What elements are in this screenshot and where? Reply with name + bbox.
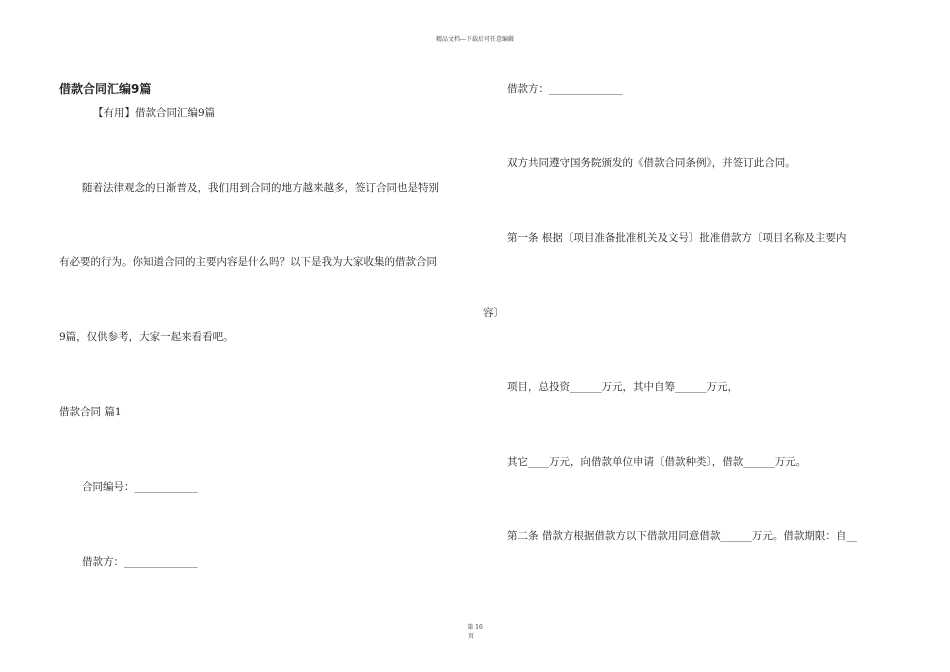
right-borrower-field: 借款方：______________ bbox=[507, 83, 623, 95]
intro-line-1: 随着法律观念的日渐普及，我们用到合同的地方越来越多，签订合同也是特别 bbox=[82, 182, 439, 194]
document-subtitle: 【有用】借款合同汇编9篇 bbox=[93, 107, 216, 119]
page-label-bottom: 页 bbox=[467, 633, 474, 640]
page-number-value: 16 bbox=[475, 624, 483, 631]
intro-line-3: 9篇，仅供参考，大家一起来看看吧。 bbox=[59, 331, 234, 343]
borrower-field: 借款方：______________ bbox=[82, 556, 198, 568]
document-title: 借款合同汇编9篇 bbox=[59, 82, 152, 96]
page-number bbox=[0, 623, 950, 632]
page-header: 精品文档---下载后可任意编辑 bbox=[435, 36, 515, 43]
both-parties-line: 双方共同遵守国务院颁发的《借款合同条例》，并签订此合同。 bbox=[507, 157, 796, 169]
other-funding-line: 其它____万元，向借款单位申请〔借款种类〕，借款______万元。 bbox=[507, 456, 807, 468]
article-1-line-2: 容〕 bbox=[483, 307, 504, 319]
project-investment-line: 项目，总投资______万元，其中自筹______万元， bbox=[507, 381, 738, 393]
intro-line-2: 有必要的行为。你知道合同的主要内容是什么吗？以下是我为大家收集的借款合同 bbox=[59, 256, 437, 268]
article-2-line-1: 第二条 借款方根据借款方以下借款用同意借款______万元。借款期限：自__ bbox=[507, 530, 857, 542]
section-heading: 借款合同 篇1 bbox=[59, 406, 122, 418]
contract-number-field: 合同编号：____________ bbox=[82, 481, 198, 493]
page-label-top: 第 bbox=[467, 624, 474, 631]
article-1-line-1: 第一条 根据〔项目准备批准机关及文号〕批准借款方〔项目名称及主要内 bbox=[507, 232, 847, 244]
